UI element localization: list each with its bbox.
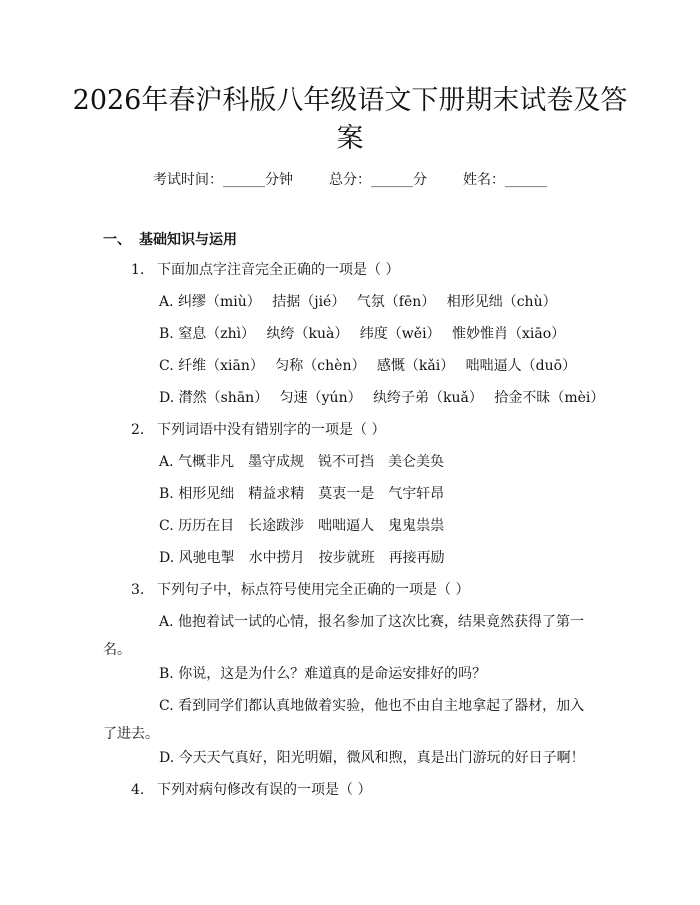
q1-option-a: A. 纠缪（miù） 拮据（jié） 气氛（fēn） 相形见绌（chù） [159,294,557,310]
section-heading [103,230,237,250]
exam-score: 总分：______分 [329,172,427,188]
question-stem: 下面加点字注音完全正确的一项是（ ） [157,262,400,278]
question-number: 1. [131,262,145,278]
q1-option-d: D. 潸然（shān） 匀速（yún） 纨绔子弟（kuǎ） 拾金不昧（mèi） [159,390,605,406]
page-title: 2026年春沪科版八年级语文下册期末试卷及答案 [72,85,628,154]
exam-meta [0,170,700,190]
q3-option-b: B. 你说，这是为什么？难道真的是命运安排好的吗？ [159,666,487,682]
q2-option-c: C. 历历在目 长途跋涉 咄咄逼人 鬼鬼祟祟 [159,518,445,534]
q2-option-d: D. 风驰电掣 水中捞月 按步就班 再接再励 [159,550,445,566]
section-title: 基础知识与运用 [139,232,237,248]
question-number: 2. [131,422,145,438]
q3-option-c: C. 看到同学们都认真地做着实验，他也不由自主地拿起了器材，加入了进去。 [103,698,585,742]
question-stem: 下列对病句修改有误的一项是（ ） [157,782,372,798]
q1-option-b: B. 窒息（zhì） 纨绔（kuà） 纬度（wěi） 惟妙惟肖（xiāo） [159,326,566,342]
question-stem: 下列句子中，标点符号使用完全正确的一项是（ ） [157,582,470,598]
question-2 [131,420,385,440]
exam-name: 姓名：______ [463,172,547,188]
section-number: 一、 [103,232,131,248]
question-3 [131,580,469,600]
exam-time: 考试时间：______分钟 [153,172,293,188]
question-4 [131,780,371,800]
q2-option-b: B. 相形见绌 精益求精 莫衷一是 气宇轩昂 [159,486,445,502]
question-number: 4. [131,782,145,798]
question-1 [131,260,399,280]
q1-option-c: C. 纤维（xiān） 匀称（chèn） 感慨（kǎi） 咄咄逼人（duō） [159,358,577,374]
q3-option-d: D. 今天天气真好，阳光明媚，微风和煦，真是出门游玩的好日子啊！ [159,750,585,766]
question-number: 3. [131,582,145,598]
q3-option-a: A. 他抱着试一试的心情，报名参加了这次比赛，结果竟然获得了第一名。 [103,614,585,658]
question-stem: 下列词语中没有错别字的一项是（ ） [157,422,386,438]
q2-option-a: A. 气概非凡 墨守成规 锐不可挡 美仑美奂 [159,454,445,470]
